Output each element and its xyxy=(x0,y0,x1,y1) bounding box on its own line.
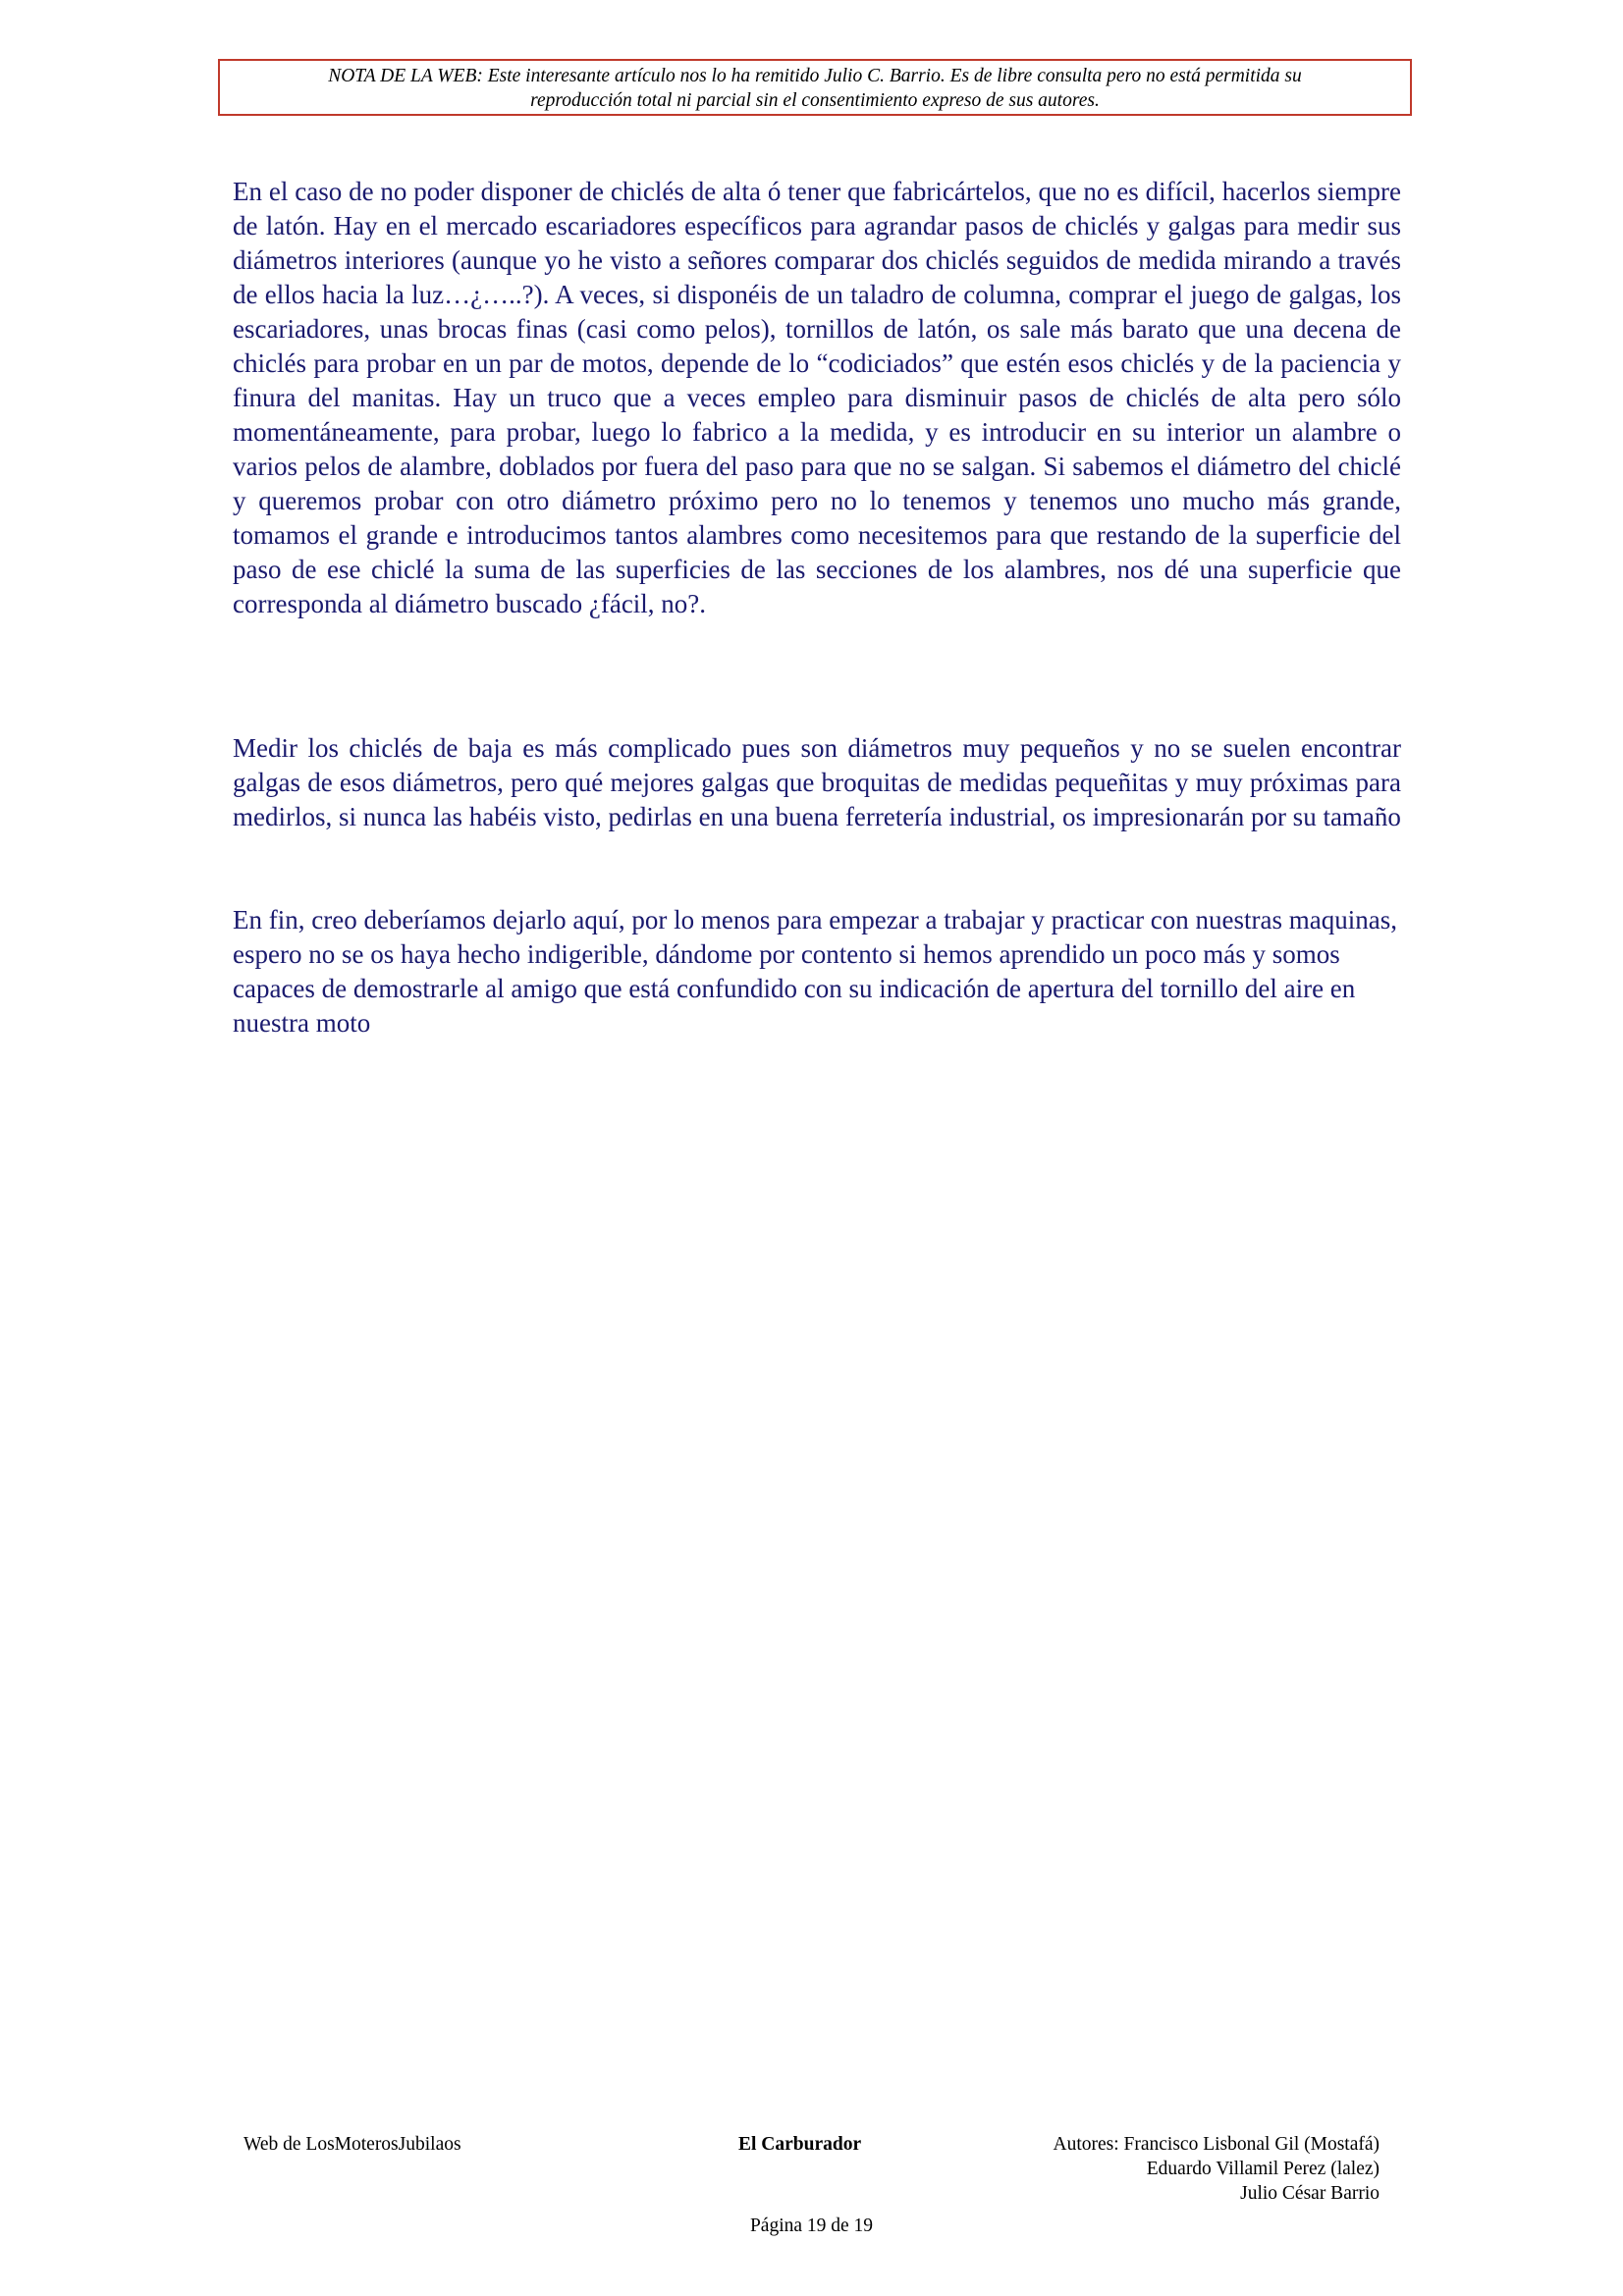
footer-author-line: Eduardo Villamil Perez (lalez) xyxy=(1146,2159,1380,2179)
web-note-box xyxy=(218,59,1412,116)
web-note-line-1: NOTA DE LA WEB: Este interesante artículo nos lo ha remitido Julio C. Barrio. Es de libre consulta pero no está permitida su xyxy=(328,66,1302,86)
paragraph-chicles-alta xyxy=(233,175,1401,621)
paragraph-chicles-baja xyxy=(233,731,1401,834)
footer-author-line: Julio César Barrio xyxy=(1240,2183,1380,2204)
paragraph-conclusion xyxy=(233,903,1401,1041)
footer-author-line: Autores: Francisco Lisbonal Gil (Mostafá) xyxy=(1053,2134,1380,2155)
web-note-line-2: reproducción total ni parcial sin el consentimiento expreso de sus autores. xyxy=(530,90,1100,111)
footer-document-title: El Carburador xyxy=(738,2134,862,2155)
paragraph-text: En el caso de no poder disponer de chiclés de alta ó tener que fabricártelos, que no es difícil, hacerlos siempre de latón. Hay en el mercado escariadores específicos para agrandar pasos de chiclés y galgas para medir sus diámetros interiores (aunque yo he visto a señores comparar dos chiclés seguidos de medida mirando a través de ellos hacia la luz…¿…..?). A veces, si disponéis de un taladro de columna, comprar el juego de galgas, los escariadores, unas brocas finas (casi como pelos), tornillos de latón, os sale más barato que una decena de chiclés para probar en un par de motos, depende de lo “codiciados” que estén esos chiclés y de la paciencia y finura del manitas. Hay un truco que a veces empleo para disminuir pasos de chiclés de alta pero sólo momentáneamente, para probar, luego lo fabrico a la medida, y es introducir en su interior un alambre o varios pelos de alambre, doblados por fuera del paso para que no se salgan. Si sabemos el diámetro del chiclé y queremos probar con otro diámetro próximo pero no lo tenemos y tenemos uno mucho más grande, tomamos el grande e introducimos tantos alambres como necesitemos para que restando de la superficie del paso de ese chiclé la suma de las superficies de las secciones de los alambres, nos dé una superficie que corresponda al diámetro buscado ¿fácil, no?. xyxy=(233,177,1401,618)
footer-site-name: Web de LosMoterosJubilaos xyxy=(243,2134,461,2155)
paragraph-text: Medir los chiclés de baja es más complicado pues son diámetros muy pequeños y no se suelen encontrar galgas de esos diámetros, pero qué mejores galgas que broquitas de medidas pequeñitas y muy próximas para medirlos, si nunca las habéis visto, pedirlas en una buena ferretería industrial, os impresionarán por su tamaño xyxy=(233,733,1401,831)
page-number: Página 19 de 19 xyxy=(749,2216,874,2236)
paragraph-text: En fin, creo deberíamos dejarlo aquí, por lo menos para empezar a trabajar y practicar con nuestras maquinas, espero no se os haya hecho indigerible, dándome por contento si hemos aprendido un poco más y somos capaces de demostrarle al amigo que está confundido con su indicación de apertura del tornillo del aire en nuestra moto xyxy=(233,905,1397,1038)
footer-authors xyxy=(889,2132,1380,2206)
